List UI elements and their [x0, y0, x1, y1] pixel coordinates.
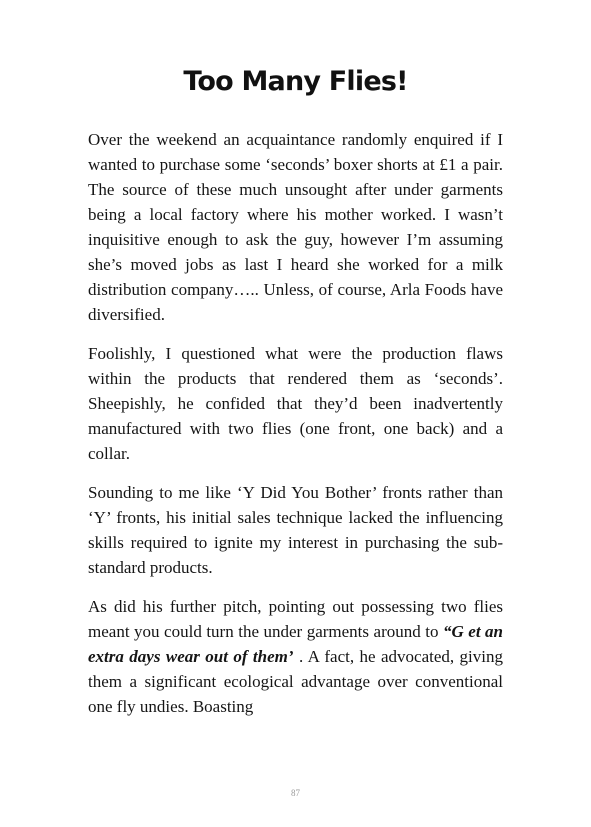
page-number: 87	[291, 788, 300, 798]
paragraph-4-text-after: . A fact, he advocated, giving them a significant ecological advantage over conventional one fly undies. Boasting	[88, 647, 503, 716]
paragraph-1: Over the weekend an acquaintance randomly enquired if I wanted to purchase some ‘seconds’ boxer shorts at £1 a pair. The source of these much unsought after under garments being a local factory where his mother worked. I wasn’t inquisitive enough to ask the guy, however I’m assuming she’s moved jobs as last I heard she worked for a milk distribution company….. Unless, of course, Arla Foods have diversified.	[88, 130, 503, 324]
paragraph-4-text-before: As did his further pitch, pointing out possessing two flies meant you could turn the under garments around to	[88, 597, 503, 641]
paragraph-4-emphasis-quote: “G et an extra days wear out of them’	[88, 622, 503, 666]
body-text	[88, 127, 503, 733]
chapter-title: Too Many Flies!	[183, 66, 408, 97]
paragraph-2: Foolishly, I questioned what were the production flaws within the products that rendered them as ‘seconds’. Sheepishly, he confided that they’d been inadvertently manufactured with two flies (one front, one back) and a collar.	[88, 344, 503, 463]
paragraph-3: Sounding to me like ‘Y Did You Bother’ fronts rather than ‘Y’ fronts, his initial sales technique lacked the influencing skills required to ignite my interest in purchasing the sub-standard products.	[88, 483, 503, 577]
paragraph-4	[88, 594, 503, 719]
